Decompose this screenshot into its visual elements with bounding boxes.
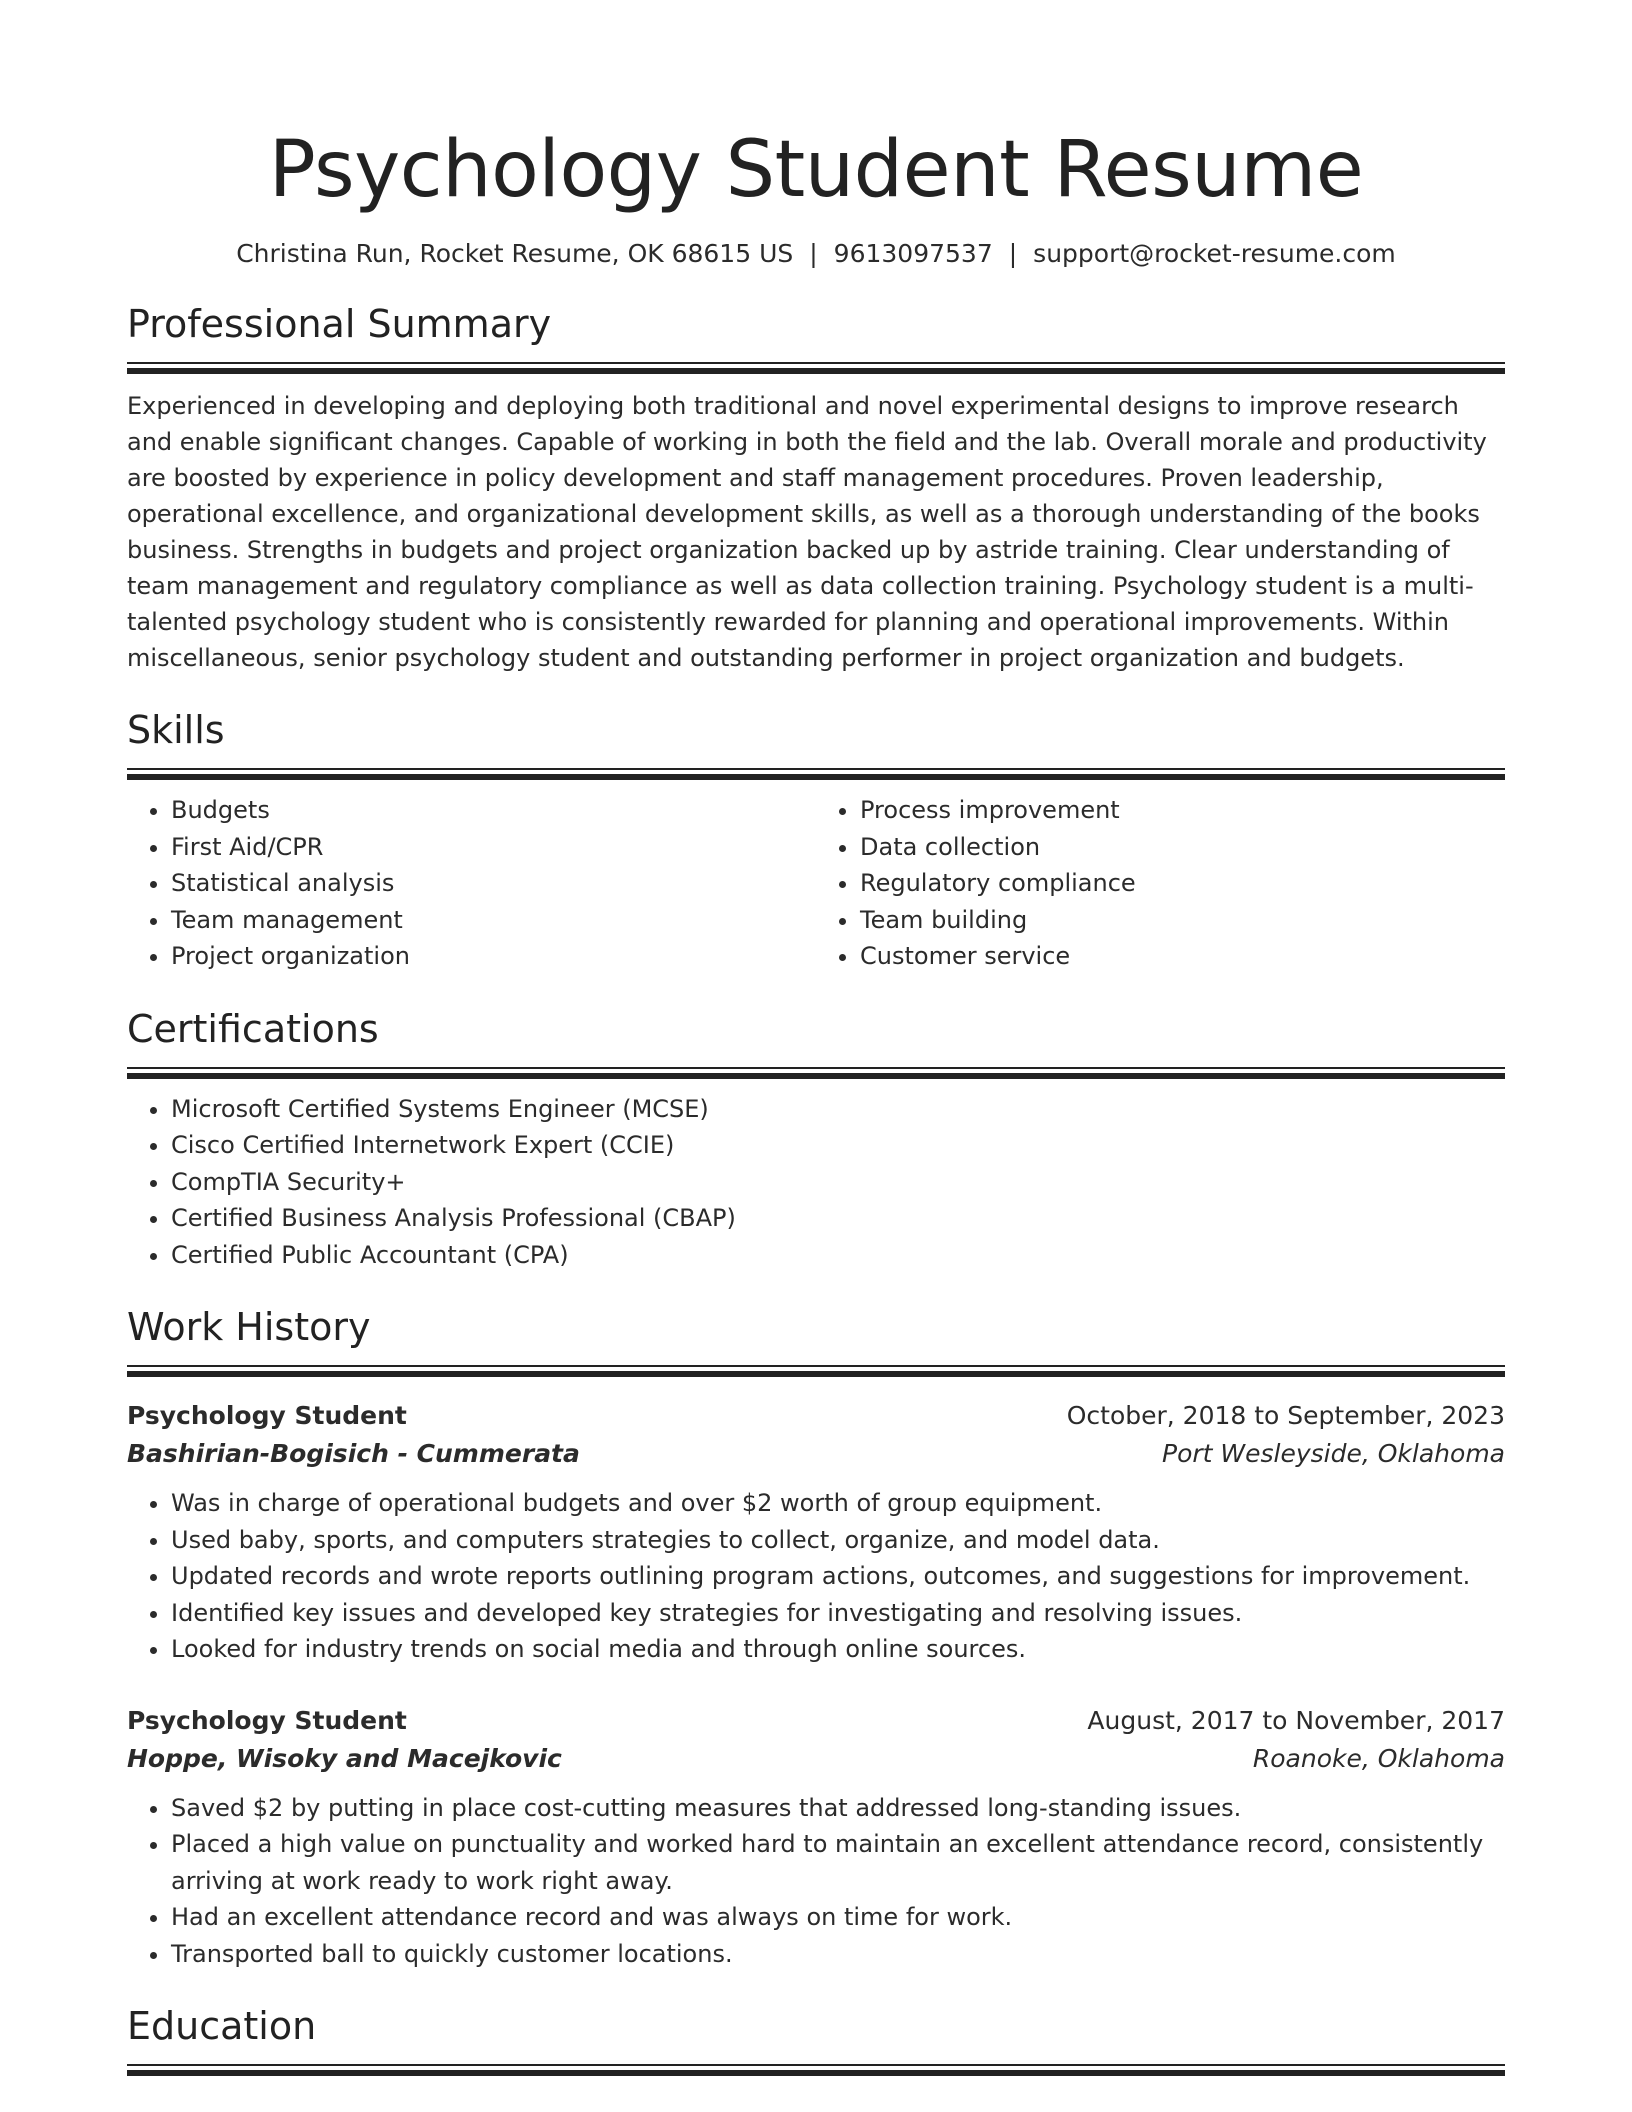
job-dates: October, 2018 to September, 2023 <box>1066 1401 1505 1430</box>
certifications-section <box>127 1005 1505 1274</box>
job-company: Bashirian-Bogisich - Cummerata <box>127 1439 580 1468</box>
work-history-section <box>127 1303 1505 1972</box>
skill-item: • Budgets <box>171 792 816 829</box>
job-bullets <box>127 1485 1505 1668</box>
certification-item: • CompTIA Security+ <box>171 1164 1505 1201</box>
job-header <box>127 1397 1505 1435</box>
certifications-list <box>127 1091 1505 1274</box>
job-title: Psychology Student <box>127 1705 407 1735</box>
skill-item: • Data collection <box>860 829 1505 866</box>
skill-item: • First Aid/CPR <box>171 829 816 866</box>
skills-section <box>127 706 1505 975</box>
job-bullet: • Updated records and wrote reports outlining program actions, outcomes, and suggestions for improvement. <box>171 1558 1505 1595</box>
certification-item: • Certified Public Accountant (CPA) <box>171 1237 1505 1274</box>
section-heading: Professional Summary <box>127 302 552 346</box>
job-bullet: • Placed a high value on punctuality and worked hard to maintain an excellent attendance record, consistently arriving at work ready to work right away. <box>171 1826 1505 1899</box>
skill-item: • Statistical analysis <box>171 865 816 902</box>
section-divider <box>127 1365 1505 1377</box>
skill-item: • Project organization <box>171 938 816 975</box>
contact-email: support@rocket-resume.com <box>1033 239 1396 268</box>
certification-item: • Cisco Certified Internetwork Expert (CCIE) <box>171 1127 1505 1164</box>
job-bullet: • Used baby, sports, and computers strategies to collect, organize, and model data. <box>171 1522 1505 1559</box>
summary-text: Experienced in developing and deploying both traditional and novel experimental designs to improve research and enable significant changes. Capable of working in both the field and the lab. Overall morale and productivity are boosted by experience in policy development and staff management procedures. Proven leadership, operational excellence, and organizational development skills, as well as a thorough understanding of the books business. Strengths in budgets and project organization backed up by astride training. Clear understanding of team management and regulatory compliance as well as data collection training. Psychology student is a multi-talented psychology student who is consistently rewarded for planning and operational improvements. Within miscellaneous, senior psychology student and outstanding performer in project organization and budgets. <box>127 392 1487 672</box>
skill-item: • Customer service <box>860 938 1505 975</box>
contact-separator: | <box>809 239 818 268</box>
skill-item: • Process improvement <box>860 792 1505 829</box>
contact-line <box>127 238 1505 270</box>
section-heading: Skills <box>127 708 225 752</box>
section-heading: Work History <box>127 1305 371 1349</box>
education-section <box>127 2002 1505 2076</box>
skills-list-right <box>816 792 1505 975</box>
section-heading: Certifications <box>127 1006 379 1051</box>
job-dates: August, 2017 to November, 2017 <box>1087 1705 1505 1735</box>
job-bullet: • Transported ball to quickly customer locations. <box>171 1936 1505 1973</box>
skill-item: • Team building <box>860 902 1505 939</box>
job-company: Hoppe, Wisoky and Macejkovic <box>127 1743 562 1773</box>
section-divider <box>127 2064 1505 2076</box>
job-subheader <box>127 1740 1505 1778</box>
job-title: Psychology Student <box>127 1401 407 1430</box>
skill-item: • Regulatory compliance <box>860 865 1505 902</box>
contact-separator: | <box>1008 239 1018 268</box>
section-heading: Education <box>127 2004 317 2048</box>
section-divider <box>127 1067 1505 1079</box>
job-bullet: • Had an excellent attendance record and was always on time for work. <box>171 1899 1505 1936</box>
job-entry <box>127 1397 1505 1668</box>
job-bullets <box>127 1790 1505 1973</box>
resume-title: Psychology Student Resume <box>268 125 1364 215</box>
skills-list-left <box>127 792 816 975</box>
job-location: Port Wesleyside, Oklahoma <box>1162 1439 1505 1468</box>
section-divider <box>127 362 1505 374</box>
certification-item: • Microsoft Certified Systems Engineer (MCSE) <box>171 1091 1505 1128</box>
job-subheader <box>127 1435 1505 1473</box>
summary-section <box>127 300 1505 676</box>
job-bullet: • Saved $2 by putting in place cost-cutting measures that addressed long-standing issues. <box>171 1790 1505 1827</box>
job-bullet: • Was in charge of operational budgets and over $2 worth of group equipment. <box>171 1485 1505 1522</box>
contact-phone: 9613097537 <box>833 239 993 268</box>
job-location: Roanoke, Oklahoma <box>1252 1743 1505 1773</box>
job-header <box>127 1702 1505 1740</box>
skills-grid <box>127 780 1505 975</box>
section-divider <box>127 768 1505 780</box>
contact-address: Christina Run, Rocket Resume, OK 68615 US <box>236 239 794 268</box>
job-bullet: • Looked for industry trends on social media and through online sources. <box>171 1631 1505 1668</box>
job-bullet: • Identified key issues and developed key strategies for investigating and resolving issues. <box>171 1595 1505 1632</box>
skill-item: • Team management <box>171 902 816 939</box>
job-entry <box>127 1702 1505 1973</box>
certification-item: • Certified Business Analysis Professional (CBAP) <box>171 1200 1505 1237</box>
